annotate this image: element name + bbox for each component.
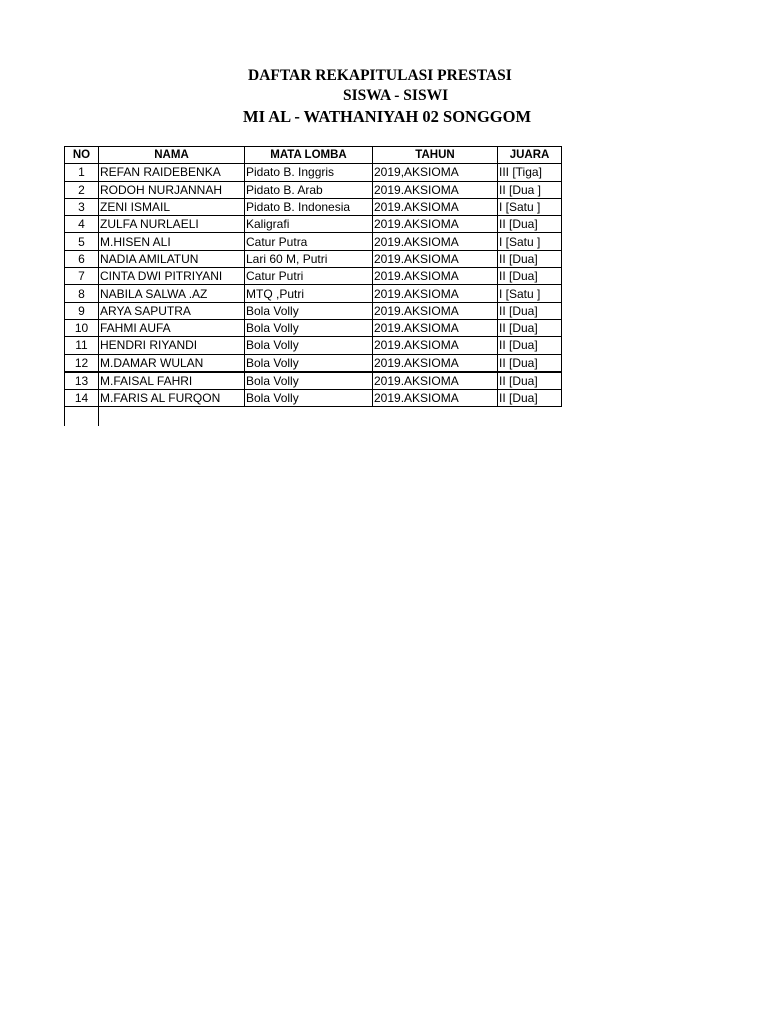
table-row xyxy=(65,319,562,336)
cell-juara: II [Dua] xyxy=(498,372,562,390)
cell-juara: III [Tiga] xyxy=(498,164,562,181)
table-row xyxy=(65,198,562,215)
table-row xyxy=(65,233,562,250)
cell-nama: ARYA SAPUTRA xyxy=(99,302,245,319)
cell-tahun: 2019.AKSIOMA xyxy=(373,250,498,267)
cell-tahun: 2019.AKSIOMA xyxy=(373,337,498,354)
table-row xyxy=(65,354,562,372)
cell-nama: M.FARIS AL FURQON xyxy=(99,390,245,407)
cell-juara: II [Dua] xyxy=(498,302,562,319)
cell-no: 7 xyxy=(65,268,99,285)
document-title-block xyxy=(240,66,562,128)
table-row xyxy=(65,337,562,354)
cell-juara: II [Dua] xyxy=(498,337,562,354)
header-tahun: TAHUN xyxy=(373,147,498,164)
cell-tahun: 2019.AKSIOMA xyxy=(373,198,498,215)
title-line-3: MI AL - WATHANIYAH 02 SONGGOM xyxy=(243,107,532,126)
cell-nama: M.HISEN ALI xyxy=(99,233,245,250)
cell-mata-lomba: Kaligrafi xyxy=(245,216,373,233)
cell-no: 9 xyxy=(65,302,99,319)
cell-nama: NADIA AMILATUN xyxy=(99,250,245,267)
cell-tahun: 2019.AKSIOMA xyxy=(373,354,498,372)
column-line-no xyxy=(64,407,65,426)
table-row xyxy=(65,216,562,233)
table-row xyxy=(65,390,562,407)
cell-nama: ZULFA NURLAELI xyxy=(99,216,245,233)
cell-nama: FAHMI AUFA xyxy=(99,319,245,336)
cell-tahun: 2019.AKSIOMA xyxy=(373,390,498,407)
cell-nama: HENDRI RIYANDI xyxy=(99,337,245,354)
cell-mata-lomba: Lari 60 M, Putri xyxy=(245,250,373,267)
cell-mata-lomba: Catur Putri xyxy=(245,268,373,285)
cell-no: 2 xyxy=(65,181,99,198)
cell-mata-lomba: Pidato B. Indonesia xyxy=(245,198,373,215)
header-nama: NAMA xyxy=(99,147,245,164)
cell-juara: II [Dua] xyxy=(498,268,562,285)
cell-mata-lomba: Bola Volly xyxy=(245,354,373,372)
cell-juara: II [Dua ] xyxy=(498,181,562,198)
cell-no: 10 xyxy=(65,319,99,336)
cell-mata-lomba: Pidato B. Inggris xyxy=(245,164,373,181)
table-row xyxy=(65,181,562,198)
cell-mata-lomba: Catur Putra xyxy=(245,233,373,250)
cell-nama: M.FAISAL FAHRI xyxy=(99,372,245,390)
cell-no: 1 xyxy=(65,164,99,181)
cell-mata-lomba: Bola Volly xyxy=(245,302,373,319)
cell-no: 4 xyxy=(65,216,99,233)
cell-juara: I [Satu ] xyxy=(498,233,562,250)
column-line-nama xyxy=(98,407,99,426)
cell-mata-lomba: Bola Volly xyxy=(245,372,373,390)
cell-no: 14 xyxy=(65,390,99,407)
cell-tahun: 2019.AKSIOMA xyxy=(373,285,498,302)
table-row xyxy=(65,268,562,285)
cell-tahun: 2019.AKSIOMA xyxy=(373,216,498,233)
cell-no: 11 xyxy=(65,337,99,354)
cell-nama: RODOH NURJANNAH xyxy=(99,181,245,198)
cell-tahun: 2019.AKSIOMA xyxy=(373,302,498,319)
table-row xyxy=(65,164,562,181)
table-row xyxy=(65,250,562,267)
cell-juara: I [Satu ] xyxy=(498,198,562,215)
cell-mata-lomba: Bola Volly xyxy=(245,319,373,336)
cell-juara: II [Dua] xyxy=(498,250,562,267)
cell-mata-lomba: Bola Volly xyxy=(245,337,373,354)
header-no: NO xyxy=(65,147,99,164)
header-juara: JUARA xyxy=(498,147,562,164)
cell-no: 3 xyxy=(65,198,99,215)
cell-nama: M.DAMAR WULAN xyxy=(99,354,245,372)
cell-juara: II [Dua] xyxy=(498,354,562,372)
title-line-1: DAFTAR REKAPITULASI PRESTASI xyxy=(248,67,512,84)
achievement-table xyxy=(64,146,562,407)
cell-tahun: 2019.AKSIOMA xyxy=(373,319,498,336)
header-mata-lomba: MATA LOMBA xyxy=(245,147,373,164)
cell-nama: NABILA SALWA .AZ xyxy=(99,285,245,302)
cell-tahun: 2019.AKSIOMA xyxy=(373,268,498,285)
cell-tahun: 2019.AKSIOMA xyxy=(373,233,498,250)
cell-mata-lomba: Pidato B. Arab xyxy=(245,181,373,198)
cell-mata-lomba: MTQ ,Putri xyxy=(245,285,373,302)
cell-no: 13 xyxy=(65,372,99,390)
table-row xyxy=(65,372,562,390)
title-line-2: SISWA - SISWI xyxy=(343,87,449,104)
cell-no: 8 xyxy=(65,285,99,302)
cell-nama: ZENI ISMAIL xyxy=(99,198,245,215)
cell-nama: REFAN RAIDEBENKA xyxy=(99,164,245,181)
cell-no: 6 xyxy=(65,250,99,267)
cell-mata-lomba: Bola Volly xyxy=(245,390,373,407)
table-row xyxy=(65,285,562,302)
cell-no: 12 xyxy=(65,354,99,372)
cell-tahun: 2019.AKSIOMA xyxy=(373,372,498,390)
cell-juara: I [Satu ] xyxy=(498,285,562,302)
cell-nama: CINTA DWI PITRIYANI xyxy=(99,268,245,285)
cell-juara: II [Dua] xyxy=(498,390,562,407)
cell-no: 5 xyxy=(65,233,99,250)
table-header-row xyxy=(65,147,562,164)
cell-tahun: 2019,AKSIOMA xyxy=(373,164,498,181)
cell-juara: II [Dua] xyxy=(498,319,562,336)
cell-tahun: 2019.AKSIOMA xyxy=(373,181,498,198)
table-row xyxy=(65,302,562,319)
cell-juara: II [Dua] xyxy=(498,216,562,233)
